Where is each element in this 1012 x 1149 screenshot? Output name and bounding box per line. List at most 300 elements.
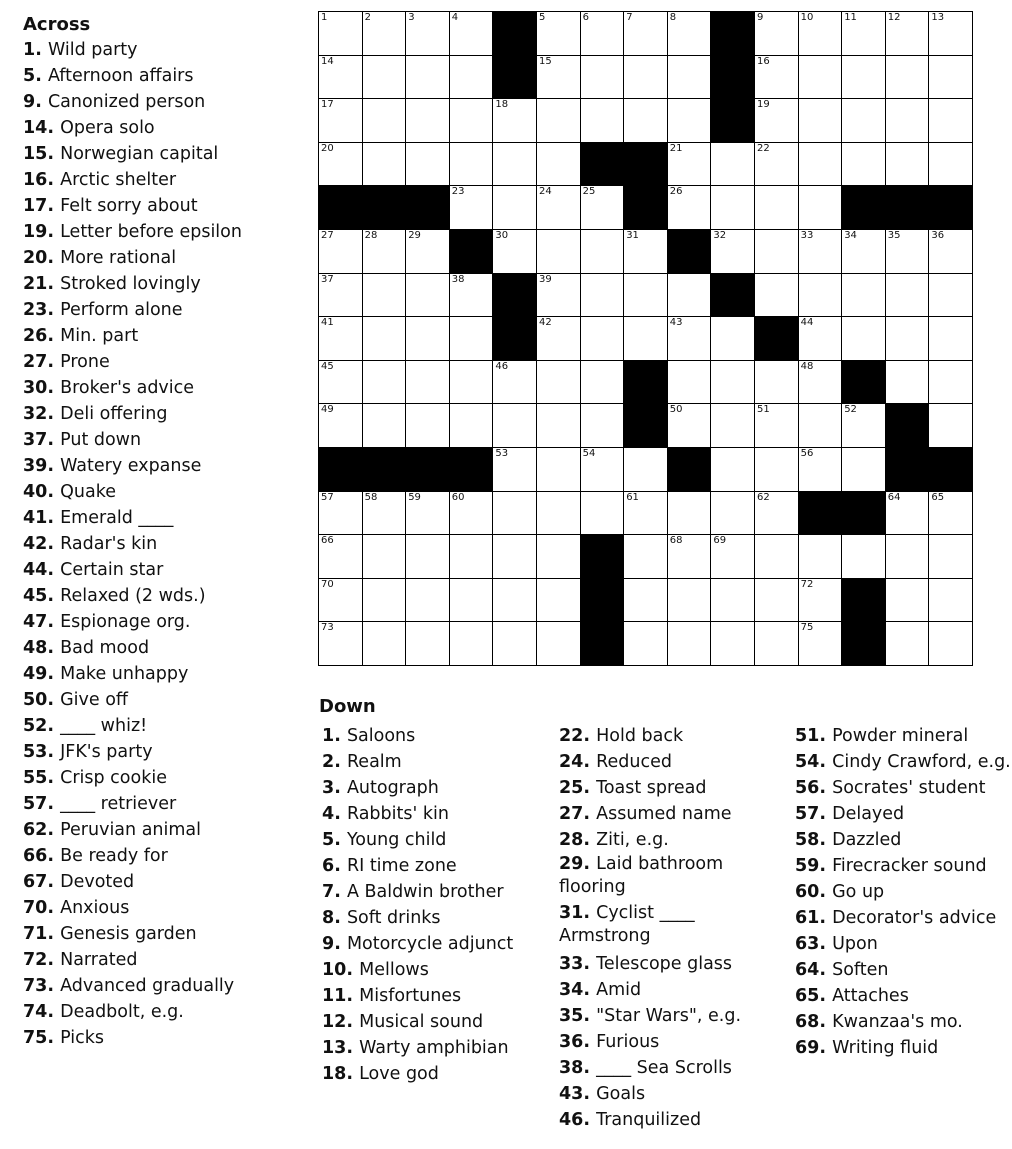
clue-item [322, 827, 513, 853]
grid-cell[interactable] [885, 11, 930, 56]
clue-number-separator: . [47, 170, 61, 190]
grid-cell[interactable] [754, 98, 799, 143]
grid-cell[interactable] [536, 185, 581, 230]
clue-item [23, 115, 242, 141]
grid-cell[interactable] [754, 229, 799, 274]
grid-cell[interactable] [536, 447, 581, 492]
grid-cell[interactable] [885, 578, 930, 623]
grid-cell[interactable] [710, 621, 755, 666]
grid-cell[interactable] [536, 491, 581, 536]
cell-number: 35 [887, 230, 901, 241]
grid-cell[interactable] [667, 360, 712, 405]
clue-item [322, 931, 513, 957]
grid-cell[interactable] [928, 621, 973, 666]
grid-cell[interactable] [362, 229, 407, 274]
grid-cell[interactable] [362, 98, 407, 143]
grid-cell[interactable] [362, 578, 407, 623]
grid-cell[interactable] [492, 98, 537, 143]
grid-cell[interactable] [449, 316, 494, 361]
clue-item [23, 661, 242, 687]
clue-item [559, 951, 789, 977]
grid-cell[interactable] [667, 491, 712, 536]
clue-text: Motorcycle adjunct [346, 934, 514, 954]
clue-text: Go up [832, 882, 885, 902]
clue-item [559, 723, 789, 749]
grid-cell[interactable] [362, 621, 407, 666]
clue-text: Broker's advice [60, 378, 195, 398]
grid-cell[interactable] [928, 491, 973, 536]
clue-number-separator: . [47, 690, 61, 710]
grid-cell[interactable] [667, 11, 712, 56]
grid-cell[interactable] [798, 447, 843, 492]
clue-number: 28 [559, 830, 584, 850]
clue-text: Saloons [346, 726, 416, 746]
clue-text: Stroked lovingly [60, 274, 201, 294]
clue-item [559, 801, 789, 827]
grid-cell[interactable] [798, 578, 843, 623]
grid-cell[interactable] [405, 229, 450, 274]
grid-cell[interactable] [928, 98, 973, 143]
clue-number-separator: . [583, 1058, 597, 1078]
grid-cell[interactable] [405, 273, 450, 318]
clue-text: Espionage org. [60, 612, 191, 632]
grid-cell[interactable] [449, 360, 494, 405]
grid-cell[interactable] [841, 55, 886, 100]
grid-cell[interactable] [449, 98, 494, 143]
clue-item [23, 323, 242, 349]
grid-cell[interactable] [798, 273, 843, 318]
grid-cell[interactable] [580, 447, 625, 492]
clue-number-separator: . [346, 1038, 360, 1058]
grid-cell[interactable] [623, 578, 668, 623]
grid-cell[interactable] [754, 447, 799, 492]
clue-number: 67 [23, 872, 48, 892]
clue-number: 14 [23, 118, 48, 138]
grid-cell[interactable] [841, 98, 886, 143]
clue-number: 22 [559, 726, 584, 746]
grid-cell[interactable] [928, 578, 973, 623]
clue-text: Certain star [60, 560, 164, 580]
cell-number: 11 [844, 12, 857, 23]
clue-item [23, 427, 242, 453]
grid-cell[interactable] [710, 360, 755, 405]
grid-cell[interactable] [841, 403, 886, 448]
grid-cell[interactable] [667, 534, 712, 579]
grid-cell[interactable] [710, 142, 755, 187]
grid-cell[interactable] [362, 316, 407, 361]
clue-text: Canonized person [47, 92, 206, 112]
grid-cell[interactable] [536, 229, 581, 274]
grid-cell[interactable] [405, 360, 450, 405]
grid-cell[interactable] [841, 273, 886, 318]
grid-cell[interactable] [754, 55, 799, 100]
grid-cell[interactable] [928, 534, 973, 579]
grid-cell[interactable] [318, 403, 363, 448]
block-square [623, 403, 668, 448]
grid-cell[interactable] [798, 403, 843, 448]
clue-item [23, 297, 242, 323]
clue-number-separator: . [334, 934, 347, 954]
clue-number: 39 [23, 456, 48, 476]
grid-cell[interactable] [667, 621, 712, 666]
grid-cell[interactable] [362, 534, 407, 579]
grid-cell[interactable] [667, 578, 712, 623]
grid-cell[interactable] [798, 185, 843, 230]
grid-cell[interactable] [885, 142, 930, 187]
clue-number-separator: . [334, 804, 347, 824]
grid-cell[interactable] [580, 11, 625, 56]
grid-cell[interactable] [928, 11, 973, 56]
grid-cell[interactable] [885, 316, 930, 361]
grid-cell[interactable] [536, 578, 581, 623]
grid-cell[interactable] [492, 185, 537, 230]
clue-item [795, 853, 1011, 879]
grid-cell[interactable] [841, 229, 886, 274]
clue-text: Kwanzaa's mo. [832, 1012, 963, 1032]
clue-number-separator: . [346, 986, 360, 1006]
block-square [580, 534, 625, 579]
grid-cell[interactable] [885, 360, 930, 405]
cell-number: 16 [757, 55, 770, 67]
grid-cell[interactable] [449, 534, 494, 579]
grid-cell[interactable] [405, 55, 450, 100]
cell-number: 65 [931, 491, 945, 503]
grid-cell[interactable] [667, 403, 712, 448]
clue-text: Norwegian capital [60, 144, 219, 164]
grid-cell[interactable] [318, 360, 363, 405]
grid-cell[interactable] [754, 621, 799, 666]
grid-cell[interactable] [492, 142, 537, 187]
down-clue-list-col-3 [795, 723, 1011, 1061]
grid-cell[interactable] [449, 491, 494, 536]
grid-cell[interactable] [449, 11, 494, 56]
grid-cell[interactable] [710, 316, 755, 361]
grid-cell[interactable] [754, 403, 799, 448]
cell-number: 38 [451, 273, 465, 285]
grid-cell[interactable] [580, 98, 625, 143]
clue-item [795, 1035, 1011, 1061]
clue-number: 6 [322, 856, 335, 876]
grid-cell[interactable] [667, 55, 712, 100]
grid-cell[interactable] [362, 55, 407, 100]
grid-cell[interactable] [667, 185, 712, 230]
block-square [667, 447, 712, 492]
grid-cell[interactable] [449, 185, 494, 230]
grid-cell[interactable] [492, 578, 537, 623]
clue-text: Musical sound [359, 1012, 484, 1032]
grid-cell[interactable] [362, 491, 407, 536]
clue-item [559, 977, 789, 1003]
clue-text: ____ retriever [60, 794, 177, 814]
grid-cell[interactable] [318, 98, 363, 143]
clue-text: Love god [359, 1064, 439, 1084]
grid-cell[interactable] [536, 621, 581, 666]
grid-cell[interactable] [449, 55, 494, 100]
grid-cell[interactable] [841, 534, 886, 579]
grid-cell[interactable] [928, 273, 973, 318]
grid-cell[interactable] [318, 11, 363, 56]
clue-text: JFK's party [60, 742, 153, 762]
block-square [492, 273, 537, 318]
clue-number: 27 [23, 352, 48, 372]
grid-cell[interactable] [449, 621, 494, 666]
grid-cell[interactable] [405, 316, 450, 361]
grid-cell[interactable] [318, 491, 363, 536]
grid-cell[interactable] [667, 142, 712, 187]
cell-number: 20 [321, 142, 334, 154]
grid-cell[interactable] [449, 403, 494, 448]
cell-number: 27 [321, 230, 334, 241]
grid-cell[interactable] [885, 273, 930, 318]
grid-cell[interactable] [754, 360, 799, 405]
grid-cell[interactable] [798, 98, 843, 143]
clue-number-separator: . [583, 726, 597, 746]
grid-cell[interactable] [798, 316, 843, 361]
grid-cell[interactable] [798, 360, 843, 405]
grid-cell[interactable] [492, 621, 537, 666]
cell-number: 12 [887, 12, 901, 23]
clue-number-separator: . [47, 352, 61, 372]
grid-cell[interactable] [405, 578, 450, 623]
grid-cell[interactable] [841, 316, 886, 361]
grid-cell[interactable] [405, 403, 450, 448]
cell-number: 8 [669, 12, 677, 23]
grid-cell[interactable] [492, 534, 537, 579]
grid-cell[interactable] [362, 360, 407, 405]
clue-item [322, 775, 513, 801]
grid-cell[interactable] [449, 142, 494, 187]
grid-cell[interactable] [928, 229, 973, 274]
clue-number: 60 [795, 882, 820, 902]
grid-cell[interactable] [667, 273, 712, 318]
grid-cell[interactable] [710, 578, 755, 623]
grid-cell[interactable] [405, 11, 450, 56]
grid-cell[interactable] [580, 360, 625, 405]
grid-cell[interactable] [841, 11, 886, 56]
across-heading: Across [23, 14, 91, 35]
grid-cell[interactable] [885, 621, 930, 666]
cell-number: 34 [844, 230, 857, 241]
grid-cell[interactable] [928, 142, 973, 187]
cell-number: 60 [451, 491, 465, 503]
grid-cell[interactable] [318, 534, 363, 579]
cell-number: 73 [321, 622, 334, 634]
grid-cell[interactable] [449, 578, 494, 623]
grid-cell[interactable] [928, 403, 973, 448]
clue-number: 74 [23, 1002, 48, 1022]
grid-cell[interactable] [362, 273, 407, 318]
cell-number: 37 [321, 273, 334, 285]
grid-cell[interactable] [710, 534, 755, 579]
grid-cell[interactable] [623, 621, 668, 666]
grid-cell[interactable] [492, 447, 537, 492]
clue-text: A Baldwin brother [346, 882, 504, 902]
grid-cell[interactable] [710, 491, 755, 536]
grid-cell[interactable] [798, 11, 843, 56]
block-square [449, 447, 494, 492]
grid-cell[interactable] [580, 273, 625, 318]
clue-item [322, 1035, 513, 1061]
clue-text: Picks [60, 1028, 105, 1048]
grid-cell[interactable] [754, 185, 799, 230]
cell-number: 70 [321, 578, 334, 590]
grid-cell[interactable] [580, 55, 625, 100]
clue-number-separator: . [334, 908, 347, 928]
grid-cell[interactable] [754, 11, 799, 56]
grid-cell[interactable] [362, 142, 407, 187]
grid-cell[interactable] [928, 55, 973, 100]
cell-number: 10 [800, 12, 814, 23]
grid-cell[interactable] [318, 578, 363, 623]
grid-cell[interactable] [580, 185, 625, 230]
grid-cell[interactable] [318, 621, 363, 666]
clue-number-separator: . [47, 118, 61, 138]
grid-cell[interactable] [536, 55, 581, 100]
grid-cell[interactable] [885, 491, 930, 536]
clue-number: 25 [559, 778, 584, 798]
grid-cell[interactable] [623, 447, 668, 492]
grid-cell[interactable] [710, 403, 755, 448]
clue-number: 40 [23, 482, 48, 502]
clue-item [23, 843, 242, 869]
clue-item [795, 775, 1011, 801]
grid-cell[interactable] [362, 403, 407, 448]
clue-item [795, 957, 1011, 983]
cell-number: 64 [887, 491, 901, 503]
grid-cell[interactable] [623, 11, 668, 56]
grid-cell[interactable] [405, 621, 450, 666]
grid-cell[interactable] [492, 229, 537, 274]
grid-cell[interactable] [623, 98, 668, 143]
clue-number-separator: . [346, 1064, 360, 1084]
grid-cell[interactable] [754, 491, 799, 536]
grid-cell[interactable] [318, 142, 363, 187]
grid-cell[interactable] [492, 403, 537, 448]
cell-number: 18 [495, 99, 509, 111]
grid-cell[interactable] [754, 534, 799, 579]
grid-cell[interactable] [580, 316, 625, 361]
grid-cell[interactable] [492, 360, 537, 405]
grid-cell[interactable] [754, 273, 799, 318]
grid-cell[interactable] [710, 229, 755, 274]
grid-cell[interactable] [754, 142, 799, 187]
block-square [667, 229, 712, 274]
grid-cell[interactable] [798, 229, 843, 274]
grid-cell[interactable] [536, 98, 581, 143]
grid-cell[interactable] [449, 273, 494, 318]
clue-text: Advanced gradually [60, 976, 235, 996]
clue-text: Radar's kin [60, 534, 158, 554]
block-square [928, 447, 973, 492]
grid-cell[interactable] [841, 447, 886, 492]
grid-cell[interactable] [841, 142, 886, 187]
grid-cell[interactable] [580, 491, 625, 536]
grid-cell[interactable] [318, 316, 363, 361]
clue-number: 51 [795, 726, 820, 746]
grid-cell[interactable] [405, 534, 450, 579]
clue-number-separator: . [47, 196, 61, 216]
clue-number: 58 [795, 830, 820, 850]
grid-cell[interactable] [798, 534, 843, 579]
down-heading: Down [319, 696, 376, 717]
cell-number: 42 [539, 317, 552, 329]
clue-item [322, 957, 513, 983]
grid-cell[interactable] [536, 316, 581, 361]
grid-cell[interactable] [405, 491, 450, 536]
grid-cell[interactable] [580, 403, 625, 448]
clue-item [795, 801, 1011, 827]
grid-cell[interactable] [580, 229, 625, 274]
grid-cell[interactable] [885, 55, 930, 100]
grid-cell[interactable] [667, 98, 712, 143]
grid-cell[interactable] [536, 360, 581, 405]
grid-cell[interactable] [623, 273, 668, 318]
grid-cell[interactable] [623, 316, 668, 361]
clue-item [559, 827, 789, 853]
clue-item [23, 973, 242, 999]
grid-cell[interactable] [405, 98, 450, 143]
clue-item [23, 505, 242, 531]
grid-cell[interactable] [710, 447, 755, 492]
clue-item [23, 557, 242, 583]
grid-cell[interactable] [928, 360, 973, 405]
grid-cell[interactable] [928, 316, 973, 361]
clue-item [23, 739, 242, 765]
grid-cell[interactable] [754, 578, 799, 623]
grid-cell[interactable] [667, 316, 712, 361]
block-square [841, 491, 886, 536]
clue-item [23, 765, 242, 791]
grid-cell[interactable] [623, 534, 668, 579]
clue-number-separator: . [583, 903, 597, 923]
cell-number: 57 [321, 491, 334, 503]
grid-cell[interactable] [710, 185, 755, 230]
grid-cell[interactable] [623, 229, 668, 274]
grid-cell[interactable] [798, 621, 843, 666]
grid-cell[interactable] [405, 142, 450, 187]
clue-number: 9 [322, 934, 335, 954]
grid-cell[interactable] [318, 229, 363, 274]
grid-cell[interactable] [885, 98, 930, 143]
clue-number: 75 [23, 1028, 48, 1048]
cell-number: 62 [757, 491, 770, 503]
clue-number: 34 [559, 980, 584, 1000]
grid-cell[interactable] [623, 491, 668, 536]
grid-cell[interactable] [536, 534, 581, 579]
grid-cell[interactable] [536, 11, 581, 56]
clue-text: Be ready for [60, 846, 168, 866]
grid-cell[interactable] [623, 55, 668, 100]
grid-cell[interactable] [318, 55, 363, 100]
grid-cell[interactable] [362, 11, 407, 56]
cell-number: 28 [364, 230, 378, 241]
clue-number: 43 [559, 1084, 584, 1104]
grid-cell[interactable] [798, 55, 843, 100]
grid-cell[interactable] [885, 534, 930, 579]
clue-text: Misfortunes [359, 986, 462, 1006]
cell-number: 13 [931, 12, 945, 23]
grid-cell[interactable] [492, 491, 537, 536]
grid-cell[interactable] [885, 229, 930, 274]
grid-cell[interactable] [318, 273, 363, 318]
clue-number: 23 [23, 300, 48, 320]
grid-cell[interactable] [536, 142, 581, 187]
clue-number: 20 [23, 248, 48, 268]
grid-cell[interactable] [536, 273, 581, 318]
grid-cell[interactable] [536, 403, 581, 448]
cell-number: 39 [539, 273, 552, 285]
grid-cell[interactable] [798, 142, 843, 187]
